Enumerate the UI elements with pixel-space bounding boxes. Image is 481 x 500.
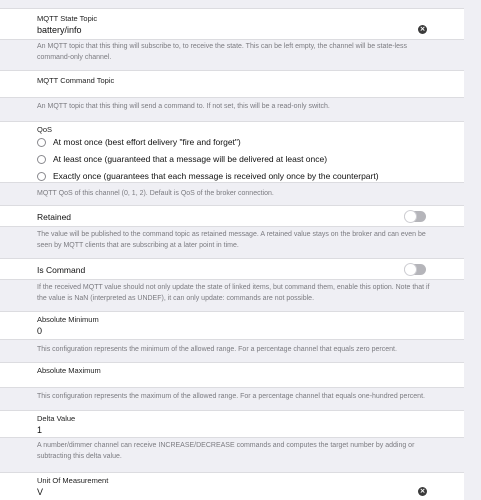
- is-command-toggle[interactable]: [404, 264, 426, 275]
- delta-value-help: A number/dimmer channel can receive INCREASE/DECREASE commands and computes the target number by adding or subtracting this delta value.: [37, 442, 415, 460]
- state-topic-field[interactable]: [0, 8, 464, 40]
- retained-label: Retained: [37, 212, 72, 222]
- toggle-knob: [404, 263, 417, 276]
- toggle-knob: [404, 210, 417, 223]
- absolute-maximum-help: This configuration represents the maximum of the allowed range. For a percentage channel that equals one-hundred percent.: [37, 393, 425, 400]
- is-command-row[interactable]: [0, 258, 464, 280]
- delta-value-field[interactable]: [0, 410, 464, 438]
- absolute-maximum-label: Absolute Maximum: [37, 366, 101, 375]
- qos-option-1[interactable]: At least once (guaranteed that a message will be delivered at least once): [53, 154, 328, 164]
- state-topic-input[interactable]: battery/info: [37, 25, 82, 35]
- unit-of-measurement-field[interactable]: [0, 472, 464, 500]
- command-topic-label: MQTT Command Topic: [37, 76, 115, 85]
- qos-field: [0, 121, 464, 183]
- delta-value-input[interactable]: 1: [37, 425, 43, 435]
- qos-option-2[interactable]: Exactly once (guarantees that each message is received only once by the counterpart): [53, 171, 379, 181]
- qos-radio-0[interactable]: [37, 138, 46, 147]
- clear-icon[interactable]: ×: [419, 487, 426, 495]
- qos-radio-2[interactable]: [37, 172, 46, 181]
- qos-radio-1[interactable]: [37, 155, 46, 164]
- unit-of-measurement-input[interactable]: V: [37, 487, 44, 497]
- absolute-minimum-input[interactable]: 0: [37, 326, 43, 336]
- clear-icon[interactable]: ×: [419, 25, 426, 33]
- is-command-label: Is Command: [37, 265, 86, 275]
- state-topic-label: MQTT State Topic: [37, 14, 98, 23]
- qos-option-0[interactable]: At most once (best effort delivery "fire and forget"): [53, 137, 241, 147]
- unit-of-measurement-label: Unit Of Measurement: [37, 476, 109, 485]
- retained-row[interactable]: [0, 205, 464, 227]
- absolute-maximum-field[interactable]: [0, 362, 464, 388]
- command-topic-field[interactable]: [0, 70, 464, 98]
- command-topic-help: An MQTT topic that this thing will send a command to. If not set, this will be a read-only switch.: [37, 103, 330, 110]
- retained-toggle[interactable]: [404, 211, 426, 222]
- absolute-minimum-field[interactable]: [0, 311, 464, 340]
- absolute-minimum-help: This configuration represents the minimum of the allowed range. For a percentage channel that equals zero percent.: [37, 346, 397, 353]
- retained-help: The value will be published to the command topic as retained message. A retained value stays on the broker and can even be seen by MQTT clients that are subscribing at a later point in time.: [37, 231, 426, 249]
- qos-help: MQTT QoS of this channel (0, 1, 2). Default is QoS of the broker connection.: [37, 190, 274, 197]
- state-topic-help: An MQTT topic that this thing will subscribe to, to receive the state. This can be left empty, the channel will be state-less command-only channel.: [37, 43, 408, 61]
- absolute-minimum-label: Absolute Minimum: [37, 315, 99, 324]
- delta-value-label: Delta Value: [37, 414, 76, 423]
- is-command-help: If the received MQTT value should not only update the state of linked items, but command them, enable this option. Note that if the value is NaN (interpreted as UNDEF), it can only update: commands are not possible.: [37, 284, 430, 302]
- qos-label: QoS: [37, 125, 53, 134]
